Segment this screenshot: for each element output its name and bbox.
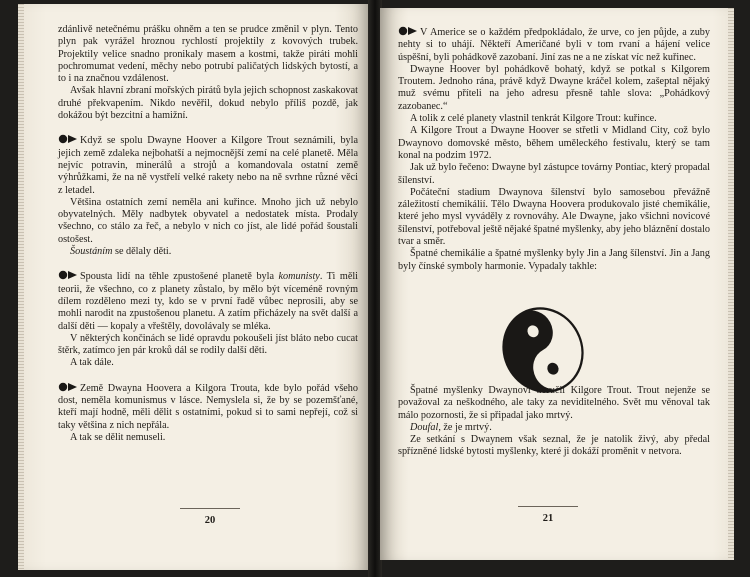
paragraph — [398, 26, 710, 64]
hand-pointing-icon — [58, 134, 78, 144]
paragraph: Ze setkání s Dwaynem však seznal, že je natolik živý, aby předal spřízněné lidské bytosti myšlenky, které ji dokáží proměnit v netvora. — [398, 434, 710, 458]
paragraph-text: Země Dwayna Hoovera a Kilgora Trouta, kde bylo pořád všeho dost, neměla komunismus v lásce. Nemyslela si, že by se pozemšťané, kteří mají hodně, měli dělit s ostatními, pokud si to sami nepřejí, což si taky většina z nich nepřála. — [58, 382, 358, 431]
paragraph-text: , že je mrtvý. — [438, 421, 492, 433]
paragraph: A Kilgore Trout a Dwayne Hoover se střetli v Midland City, což bylo Dwaynovo domovské město, během uměleckého festivalu, který se tam konal na podzim 1972. — [398, 125, 710, 161]
paragraph — [398, 422, 710, 434]
paragraph: Špatné chemikálie a špatné myšlenky byly Jin a Jang šílenství. Jin a Jang byly čínské symboly harmonie. Vypadaly takhle: — [398, 248, 710, 272]
emphasis: komunisty — [278, 271, 320, 283]
paragraph-text: V Americe se o každém předpokládalo, že urve, co jen půjde, a zuby nehty si to uhájí. Někteří Američané byli v tom rvaní a hájení velice úspěšní, byli pohádkově zazobaní. Jiní zas ne a ne získat víc než kuřinec. — [398, 27, 710, 63]
paragraph: V některých končinách se lidé opravdu pokoušeli jíst bláto nebo cucat štěrk, zatímco jen pár kroků dál se rodily další děti. — [58, 332, 358, 357]
paragraph-text: Spousta lidí na těhle zpustošené planetě byla — [80, 271, 279, 283]
paragraph-text: . Ti měli teorii, že všechno, co z planety zůstalo, by mělo být víceméně rovným dílem rozděleno mezi ty, kdo se v první řadě vůbec neprosili, aby se mohli narodit na zpustošenou planetu. A zatím přicházely na svět další a další děti — kopaly a vřeštěly, dovolávaly se mléka. — [58, 271, 358, 332]
paragraph: A tak se dělit nemuseli. — [70, 431, 166, 443]
emphasis: Doufal — [410, 421, 439, 433]
page-number: 20 — [204, 515, 216, 526]
page-rule — [518, 506, 578, 507]
paragraph: A tak dále. — [70, 357, 114, 369]
paragraph: Většina ostatních zemí neměla ani kuřince. Mnoho jich už nebylo obyvatelných. Měly nadbytek obyvatel a nedostatek místa. Prodaly všechno, co stálo za řeč, a nebylo v nich co jíst, ale lidé pořád šoustali ostošest. — [58, 196, 358, 245]
hand-pointing-icon — [58, 270, 78, 280]
paragraph — [58, 270, 358, 332]
paragraph-text: Když se spolu Dwayne Hoover a Kilgore Trout seznámili, byla jejich země zdaleka nejbohatší a nejmocnější zemí na celé planetě. Měla nejvíc potravin, minerálů a strojů a komandovala ostatní země výhrůžkami, že na ně vystřelí velké rakety nebo na ně svrhne různé věci z letadel. — [58, 135, 358, 196]
right-page-edge — [728, 8, 734, 560]
page-number: 21 — [542, 513, 554, 524]
paragraph: Počáteční stadium Dwaynova šílenství bylo samosebou převážně záležitostí chemikálií. Tělo Dwayna Hoovera produkovalo jisté chemikálie, které jeho mysl vyváděly z rovnováhy. Ale Dwayne, jako všichni novicové šílenství, potřeboval ještě nějaké špatné myšlenky, aby jeho bláznění dostalo tvar a směr. — [398, 186, 710, 248]
left-page-edge — [18, 4, 24, 570]
hand-pointing-icon — [398, 26, 418, 36]
paragraph — [58, 382, 358, 432]
page-rule — [180, 508, 240, 509]
paragraph: Dwayne Hoover byl pohádkově bohatý, když se potkal s Kilgorem Troutem. Jednoho rána, právě když Dwayne kráčel kolem, zašeptal nějaký muž svému příteli na jeho adresu přesně tahle slova: „Pohádkový zazobanec.“ — [398, 63, 710, 112]
paragraph: Špatné myšlenky Dwaynovi doručil Kilgore Trout. Trout nejenže se považoval za neškodného, ale taky za neviditelného. Svět mu věnoval tak málo pozornosti, že si připadal jako mrtvý. — [398, 384, 710, 421]
paragraph: A tolik z celé planety vlastnil tenkrát Kilgore Trout: kuřince. — [410, 113, 657, 125]
paragraph-text: se dělaly děti. — [112, 246, 172, 258]
paragraph — [58, 246, 358, 258]
paragraph: zdánlivě netečnému prášku ohněm a ten se prudce změnil v plyn. Tento plyn pak vyrážel hroznou rychlostí projektily z kovových trubek. Projektily velice snadno pronikaly masem a kostmi, takže piráti mohli pochromumat vedení, měchy nebo potrubí paličatých lidských bytostí, a to i na značnou vzdálenost. — [58, 24, 358, 85]
paragraph: Avšak hlavní zbraní mořských pirátů byla jejich schopnost zaskakovat druhé překvapením. Nikdo nevěřil, dokud nebylo příliš pozdě, jak dokážou být bezcitní a hamižní. — [58, 85, 358, 122]
yin-yang-icon — [497, 300, 589, 400]
hand-pointing-icon — [58, 382, 78, 392]
left-page-text — [58, 24, 358, 444]
paragraph: Jak už bylo řečeno: Dwayne byl zástupce továrny Pontiac, který propadal šílenství. — [398, 162, 710, 186]
emphasis: Šoustáním — [70, 246, 113, 258]
paragraph — [58, 134, 358, 196]
